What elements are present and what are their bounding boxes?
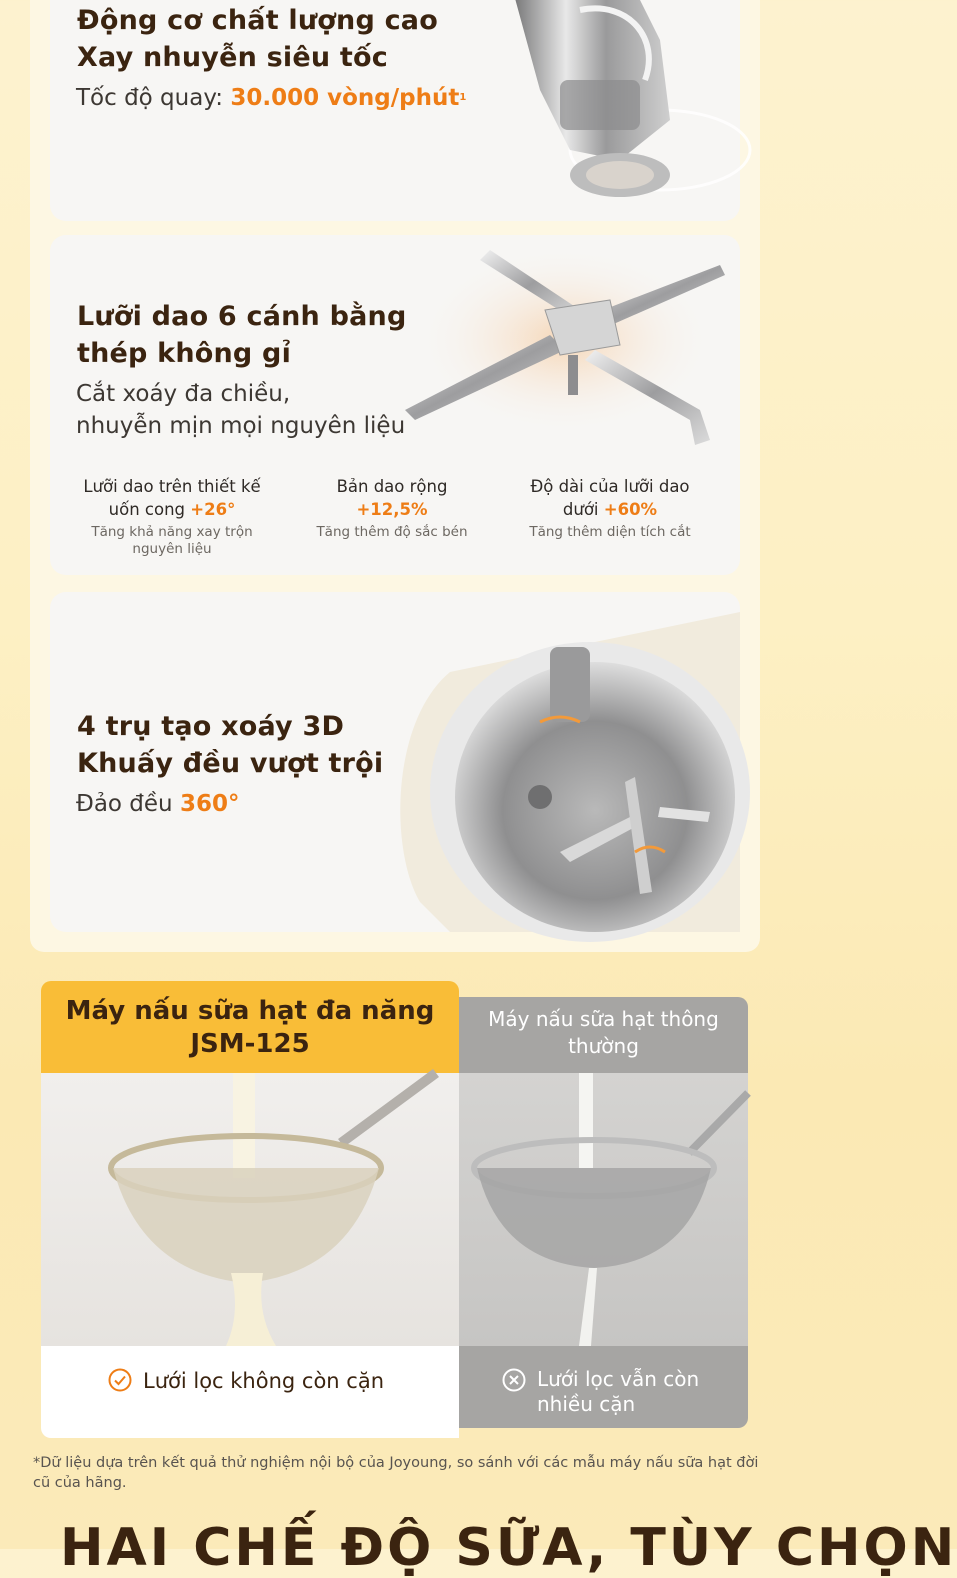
motor-image xyxy=(430,0,740,221)
vortex-rotate-label: Đảo đều xyxy=(76,791,180,817)
jsm125-header: Máy nấu sữa hạt đa năng JSM-125 xyxy=(41,981,459,1073)
feature-sub: Tăng thêm diện tích cắt xyxy=(529,524,691,540)
blade-title-line1: Lưỡi dao 6 cánh bằng xyxy=(77,301,407,332)
feature-wide-blade xyxy=(287,475,497,541)
regular-result xyxy=(459,1346,748,1428)
check-circle-icon xyxy=(108,1368,132,1392)
jsm125-strainer-photo xyxy=(41,1073,459,1346)
jsm125-result-text: Lưới lọc không còn cặn xyxy=(143,1369,385,1393)
blade-desc-line1: Cắt xoáy đa chiều, xyxy=(76,381,291,407)
section-title: HAI CHẾ ĐỘ SỮA, TÙY CHỌN xyxy=(60,1518,957,1578)
blade-image xyxy=(400,240,730,455)
motor-title-line2: Xay nhuyễn siêu tốc xyxy=(77,42,388,73)
feature-title: Lưỡi dao trên thiết kế xyxy=(83,477,261,496)
x-circle-icon xyxy=(502,1368,526,1392)
feature-value: +26° xyxy=(190,500,236,519)
motor-card xyxy=(50,0,740,221)
regular-strainer-photo xyxy=(459,1073,748,1346)
feature-long-blade xyxy=(505,475,715,541)
feature-title-value xyxy=(287,498,497,521)
vortex-rotate-value: 360° xyxy=(179,791,240,817)
vortex-rotate xyxy=(76,788,239,820)
motor-speed xyxy=(76,82,466,114)
jsm125-result xyxy=(41,1346,459,1438)
feature-value: +12,5% xyxy=(356,500,428,519)
regular-result-text: Lưới lọc vẫn còn nhiều cặn xyxy=(537,1367,700,1416)
jar-image xyxy=(390,602,740,932)
regular-machine-header: Máy nấu sữa hạt thông thường xyxy=(459,997,748,1073)
footnote: *Dữ liệu dựa trên kết quả thử nghiệm nội bộ của Joyoung, so sánh với các mẫu máy nấu sữa hạt đời cũ của hãng. xyxy=(33,1455,759,1491)
feature-title-value: dưới +60% xyxy=(562,500,658,519)
motor-speed-footnote-mark: 1 xyxy=(459,92,467,103)
feature-title: Bản dao rộng xyxy=(336,477,448,496)
blade-desc-line2: nhuyễn mịn mọi nguyên liệu xyxy=(76,413,406,439)
vortex-card xyxy=(50,592,740,932)
vortex-title-line2: Khuấy đều vượt trội xyxy=(77,748,384,779)
feature-curved-blade xyxy=(67,475,277,558)
motor-speed-label: Tốc độ quay: xyxy=(76,85,231,111)
feature-title-value: uốn cong +26° xyxy=(108,500,236,519)
motor-speed-value: 30.000 vòng/phút xyxy=(230,85,460,111)
vortex-title-line1: 4 trụ tạo xoáy 3D xyxy=(77,711,345,742)
feature-title: Độ dài của lưỡi dao xyxy=(530,477,690,496)
feature-sub: Tăng khả năng xay trộn nguyên liệu xyxy=(91,524,253,557)
motor-title-line1: Động cơ chất lượng cao xyxy=(77,5,438,36)
feature-value: +60% xyxy=(603,500,658,519)
blade-title-line2: thép không gỉ xyxy=(77,338,292,369)
feature-sub: Tăng thêm độ sắc bén xyxy=(316,524,468,540)
